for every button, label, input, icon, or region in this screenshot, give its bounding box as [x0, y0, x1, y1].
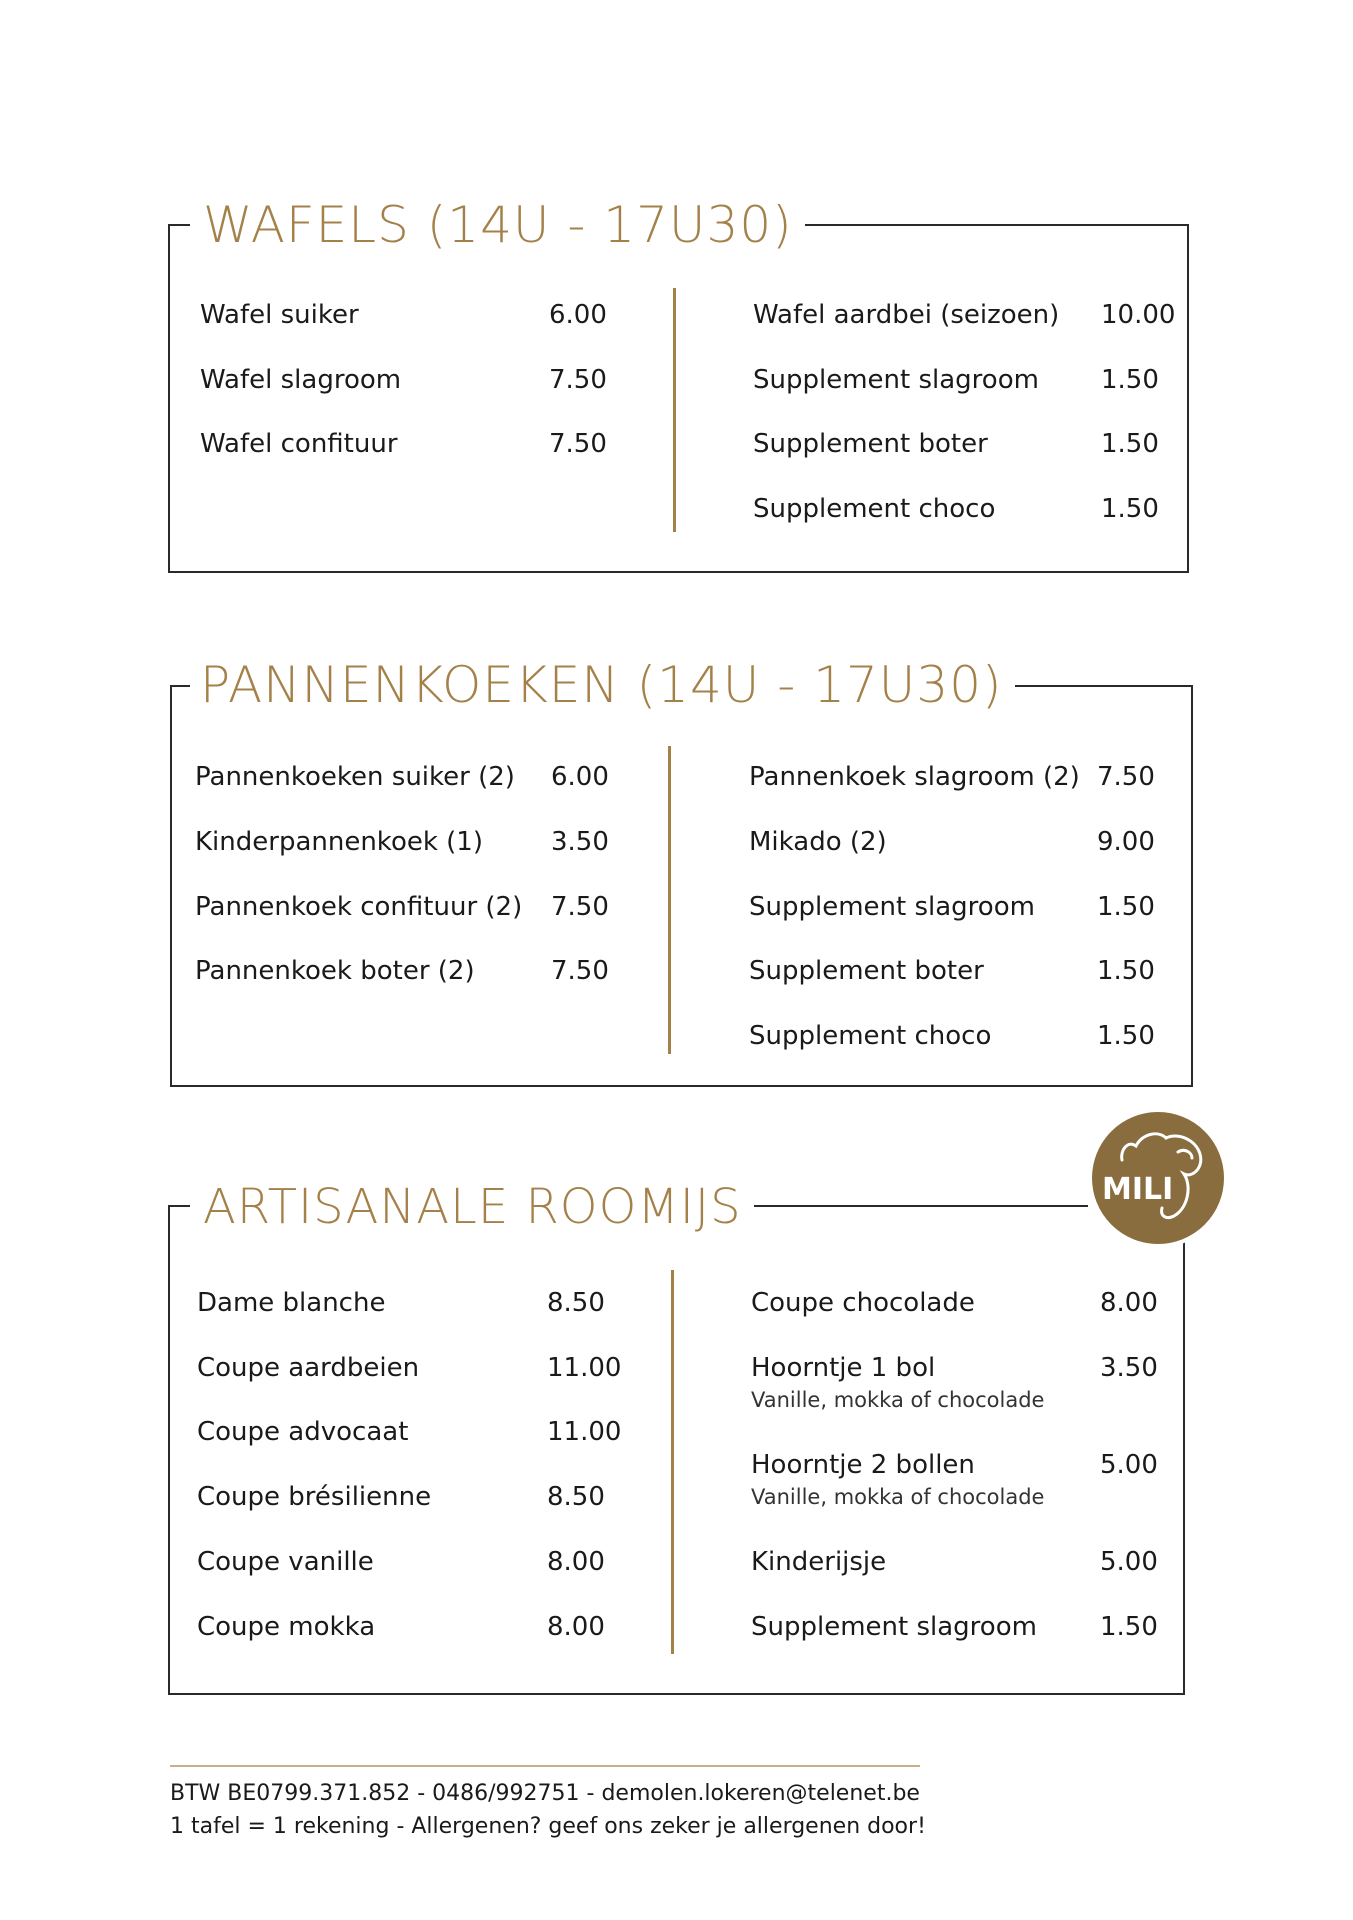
menu-item: Coupe vanille: [197, 1547, 374, 1577]
menu-item: Wafel slagroom: [200, 365, 402, 395]
menu-price: 1.50: [1101, 429, 1159, 459]
pannenkoeken-divider: [668, 746, 671, 1054]
pannenkoeken-box: [170, 685, 1193, 1087]
menu-price: 1.50: [1101, 494, 1159, 524]
menu-price: 1.50: [1097, 892, 1155, 922]
menu-price: 8.00: [547, 1547, 605, 1577]
menu-price: 7.50: [551, 956, 609, 986]
menu-price: 8.50: [547, 1482, 605, 1512]
footer-divider: [170, 1765, 920, 1767]
menu-item-description: Vanille, mokka of chocolade: [751, 1485, 1045, 1509]
menu-item: Pannenkoek confituur (2): [195, 892, 523, 922]
menu-item: Pannenkoek slagroom (2): [749, 762, 1080, 792]
menu-item: Kinderpannenkoek (1): [195, 827, 483, 857]
menu-price: 7.50: [549, 429, 607, 459]
menu-item: Coupe mokka: [197, 1612, 376, 1642]
menu-price: 8.00: [547, 1612, 605, 1642]
menu-item-description: Vanille, mokka of chocolade: [751, 1388, 1045, 1412]
menu-item: Supplement slagroom: [753, 365, 1039, 395]
menu-item: Hoorntje 1 bol: [751, 1353, 936, 1383]
menu-price: 10.00: [1101, 300, 1176, 330]
menu-item: Coupe chocolade: [751, 1288, 975, 1318]
menu-item: Supplement boter: [753, 429, 988, 459]
menu-price: 1.50: [1101, 365, 1159, 395]
menu-price: 5.00: [1100, 1450, 1158, 1480]
logo-text: MILI: [1102, 1172, 1174, 1207]
menu-price: 1.50: [1097, 956, 1155, 986]
wafels-divider: [673, 288, 676, 532]
menu-price: 1.50: [1100, 1612, 1158, 1642]
menu-price: 7.50: [549, 365, 607, 395]
roomijs-divider: [671, 1270, 674, 1654]
menu-price: 7.50: [551, 892, 609, 922]
menu-item: Hoorntje 2 bollen: [751, 1450, 975, 1480]
footer-contact: BTW BE0799.371.852 - 0486/992751 - demolen.lokeren@telenet.be: [170, 1781, 920, 1806]
menu-item: Coupe aardbeien: [197, 1353, 420, 1383]
menu-price: 8.00: [1100, 1288, 1158, 1318]
menu-price: 8.50: [547, 1288, 605, 1318]
menu-price: 3.50: [551, 827, 609, 857]
menu-price: 7.50: [1097, 762, 1155, 792]
menu-item: Mikado (2): [749, 827, 887, 857]
pannenkoeken-title: PANNENKOEKEN (14U - 17U30): [190, 660, 1015, 710]
menu-item: Coupe brésilienne: [197, 1482, 432, 1512]
menu-item: Dame blanche: [197, 1288, 386, 1318]
menu-item: Pannenkoeken suiker (2): [195, 762, 515, 792]
mili-logo: [1088, 1108, 1228, 1248]
wafels-title: WAFELS (14U - 17U30): [193, 200, 805, 250]
menu-item: Supplement choco: [749, 1021, 992, 1051]
menu-price: 5.00: [1100, 1547, 1158, 1577]
menu-item: Supplement slagroom: [751, 1612, 1037, 1642]
roomijs-title: ARTISANALE ROOMIJS: [193, 1183, 754, 1231]
footer-note: 1 tafel = 1 rekening - Allergenen? geef ons zeker je allergenen door!: [170, 1814, 926, 1839]
menu-price: 9.00: [1097, 827, 1155, 857]
menu-price: 11.00: [547, 1353, 622, 1383]
menu-item: Supplement choco: [753, 494, 996, 524]
menu-price: 11.00: [547, 1417, 622, 1447]
menu-item: Wafel confituur: [200, 429, 398, 459]
menu-item: Kinderijsje: [751, 1547, 887, 1577]
menu-item: Coupe advocaat: [197, 1417, 409, 1447]
menu-price: 6.00: [549, 300, 607, 330]
menu-price: 3.50: [1100, 1353, 1158, 1383]
menu-item: Supplement boter: [749, 956, 984, 986]
menu-item: Supplement slagroom: [749, 892, 1035, 922]
menu-item: Wafel aardbei (seizoen): [753, 300, 1060, 330]
menu-price: 1.50: [1097, 1021, 1155, 1051]
menu-item: Pannenkoek boter (2): [195, 956, 475, 986]
wafels-box: [168, 224, 1189, 573]
menu-item: Wafel suiker: [200, 300, 359, 330]
menu-price: 6.00: [551, 762, 609, 792]
